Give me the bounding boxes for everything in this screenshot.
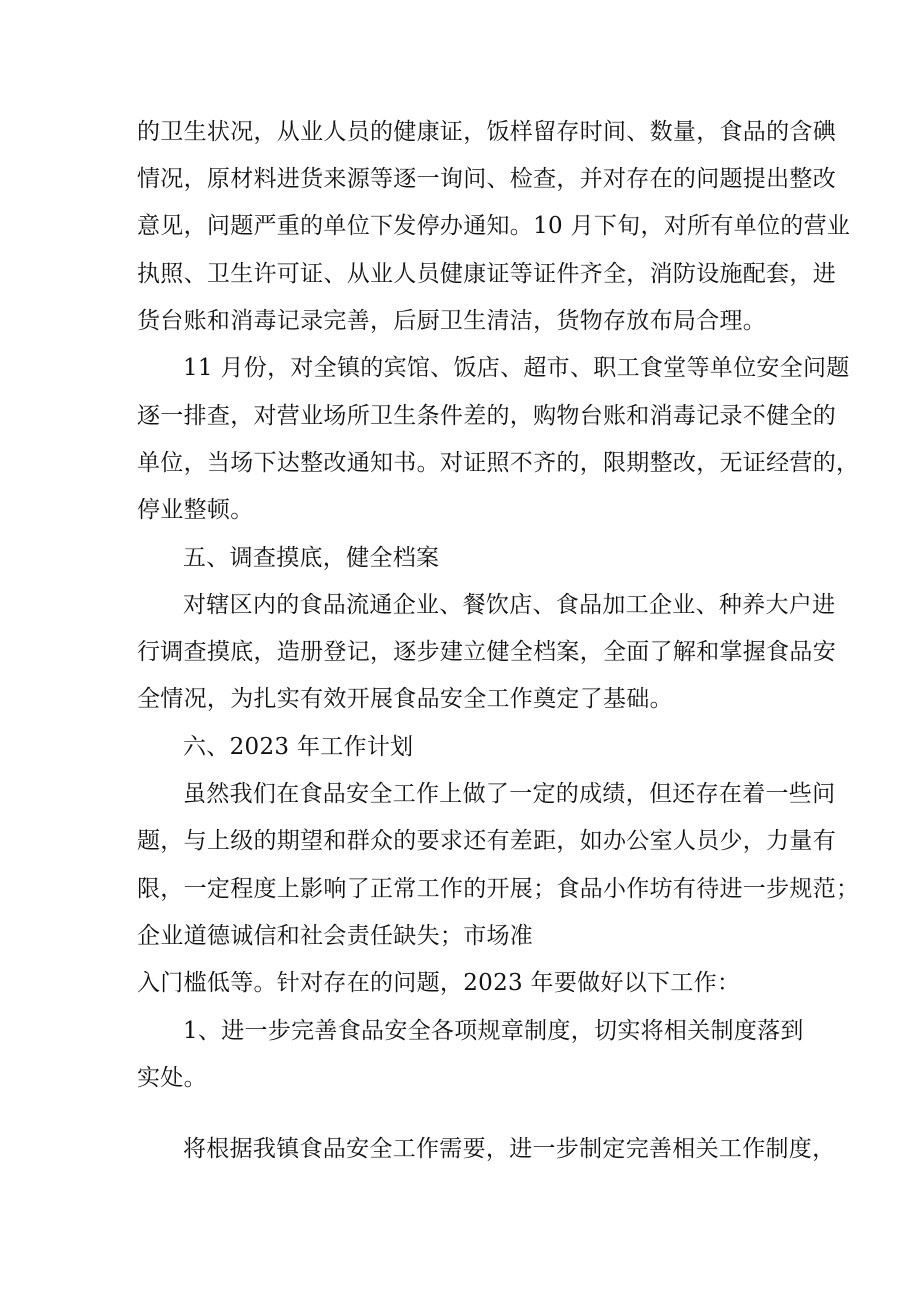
text-line: 入门槛低等。针对存在的问题，2023 年要做好以下工作： [137, 970, 741, 996]
text-line: 货台账和消毒记录完善，后厨卫生清洁，货物存放布局合理。 [137, 308, 767, 334]
text-line: 逐一排查，对营业场所卫生条件差的，购物台账和消毒记录不健全的 [137, 403, 836, 429]
text-line: 意见，问题严重的单位下发停办通知。10 月下旬，对所有单位的营业 [137, 213, 851, 239]
text-line: 情况，原材料进货来源等逐一询问、检查，并对存在的问题提出整改 [137, 166, 836, 192]
text-line: 单位，当场下达整改通知书。对证照不齐的，限期整改，无证经营的， [137, 450, 860, 476]
text-line: 实处。 [137, 1065, 207, 1091]
text-line: 对辖区内的食品流通企业、餐饮店、食品加工企业、种养大户进 [183, 592, 836, 618]
section-heading: 六、2023 年工作计划 [183, 734, 414, 760]
text-line: 全情况，为扎实有效开展食品安全工作奠定了基础。 [137, 686, 673, 712]
text-line: 题，与上级的期望和群众的要求还有差距，如办公室人员少，力量有 [137, 828, 836, 854]
text-line: 的卫生状况，从业人员的健康证，饭样留存时间、数量，食品的含碘 [137, 119, 836, 145]
text-line: 将根据我镇食品安全工作需要，进一步制定完善相关工作制度， [183, 1136, 836, 1162]
text-line: 虽然我们在食品安全工作上做了一定的成绩，但还存在着一些问 [183, 781, 836, 807]
numbered-item-heading: 1、进一步完善食品安全各项规章制度，切实将相关制度落到 [183, 1018, 804, 1044]
text-line: 11 月份，对全镇的宾馆、饭店、超市、职工食堂等单位安全问题 [183, 355, 850, 381]
text-line: 限，一定程度上影响了正常工作的开展；食品小作坊有待进一步规范； [137, 876, 860, 902]
section-heading: 五、调查摸底，健全档案 [183, 545, 440, 571]
text-line: 执照、卫生许可证、从业人员健康证等证件齐全，消防设施配套，进 [137, 261, 836, 287]
text-line: 企业道德诚信和社会责任缺失；市场准 [137, 923, 534, 949]
text-line: 行调查摸底，造册登记，逐步建立健全档案，全面了解和掌握食品安 [137, 639, 836, 665]
text-line: 停业整顿。 [137, 497, 254, 523]
